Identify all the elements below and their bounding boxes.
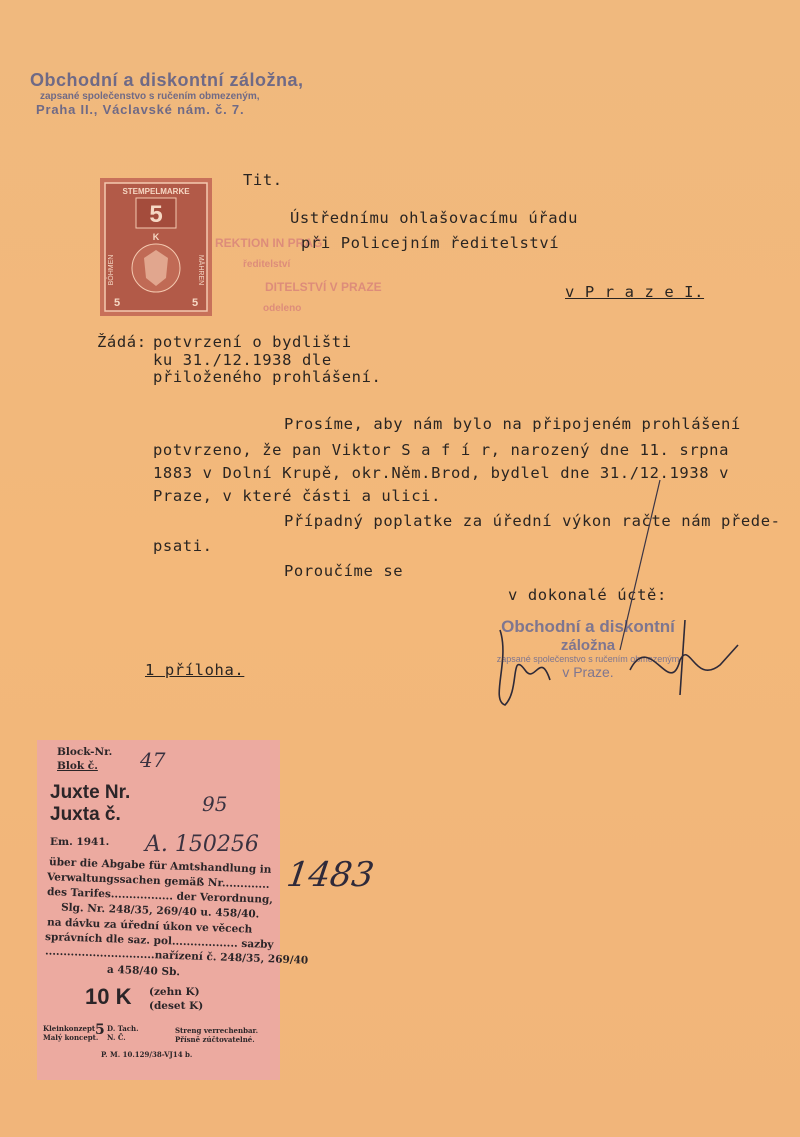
fee-slip-text-de-2: Verwaltungssachen gemäß Nr............. xyxy=(46,871,270,891)
salutation: Tit. xyxy=(243,171,283,189)
fee-slip-amount-cz: (deset K) xyxy=(149,1000,204,1012)
subject-line-1: potvrzení o bydlišti xyxy=(153,333,352,351)
body-line-2: potvrzeno, že pan Viktor S a f í r, narozený dne 11. srpna xyxy=(153,441,730,459)
revenue-stamp-top: STEMPELMARKE xyxy=(122,187,190,196)
sender-stamp-legal-form: zapsané společenstvo s ručením obmezeným, xyxy=(40,91,260,102)
subject-line-3: přiloženého prohlášení. xyxy=(153,368,382,386)
fee-slip-amount: 10 K xyxy=(85,984,132,1009)
body-line-4: Praze, v které části a ulici. xyxy=(153,487,442,505)
fee-slip xyxy=(37,740,309,1080)
sender-stamp xyxy=(30,70,304,117)
revenue-stamp-corner-left: 5 xyxy=(114,297,121,309)
subject-label: Žádá: xyxy=(97,333,147,351)
fee-slip-text-cz-4: a 458/40 Sb. xyxy=(106,963,181,979)
revenue-stamp-corner-right: 5 xyxy=(192,297,199,309)
fee-slip-amount-de: (zehn K) xyxy=(149,986,200,998)
closing-line-2: v dokonalé úctě: xyxy=(508,586,667,604)
body-line-3: 1883 v Dolní Krupě, okr.Něm.Brod, bydlel dne 31./12.1938 v xyxy=(153,464,730,482)
body-line-1: Prosíme, aby nám bylo na připojeném prohlášení xyxy=(284,415,741,433)
signature-scribbles xyxy=(480,470,740,720)
fee-slip-text-de-4: Slg. Nr. 248/35, 269/40 u. 458/40. xyxy=(60,901,260,921)
fee-slip-em-handwritten: A. 150256 xyxy=(145,832,259,857)
fee-slip-foot-right-1: Streng verrechenbar. xyxy=(175,1026,259,1035)
fee-slip-text-de-3: des Tarifes................. der Verordnung, xyxy=(46,886,274,906)
faint-stamp-line: ředitelství xyxy=(243,259,291,270)
body-line-6: psati. xyxy=(153,537,213,555)
fee-slip-juxte-nr: Juxte Nr. xyxy=(50,782,131,803)
fee-slip-text-cz-2: správních dle saz. pol.................. sazby xyxy=(44,931,274,951)
fee-slip-foot-left-2: Malý koncept. xyxy=(43,1033,99,1042)
closing-line-1: Poroučíme se xyxy=(284,562,404,580)
recipient-line-2: při Policejním ředitelství xyxy=(301,234,560,252)
handwritten-number: 1483 xyxy=(284,855,377,895)
subject-line-2: ku 31./12.1938 dle xyxy=(153,351,332,369)
revenue-stamp-side-left: BÖHMEN xyxy=(108,254,115,286)
fee-slip-foot-mid-2: N. Č. xyxy=(107,1033,126,1042)
recipient-line-1: Ústřednímu ohlašovacímu úřadu xyxy=(290,209,579,227)
revenue-stamp-unit: K xyxy=(152,232,160,242)
signature-stamp-line-2: záložna xyxy=(560,637,616,654)
fee-slip-text-de-1: über die Abgabe für Amtshandlung in xyxy=(48,856,272,876)
fee-slip-juxta-c: Juxta č. xyxy=(50,804,121,825)
revenue-stamp-value: 5 xyxy=(149,201,163,228)
fee-slip-foot-left-1: Kleinkonzept xyxy=(43,1024,96,1033)
fee-slip-foot-right-2: Přísně zúčtovatelné. xyxy=(175,1035,255,1044)
sender-stamp-name: Obchodní a diskontní záložna, xyxy=(30,70,304,90)
fee-slip-block-nr: Block-Nr. xyxy=(57,746,113,758)
fee-slip-foot-code: P. M. 10.129/38-VJ14 b. xyxy=(101,1050,193,1059)
fee-slip-juxte-value: 95 xyxy=(202,792,228,816)
revenue-stamp-side-right: MÄHREN xyxy=(197,254,204,286)
fee-slip-text-cz-3: ..............................nařízení č. 248/35, 269/40 xyxy=(44,945,309,967)
attachment-note: 1 příloha. xyxy=(145,661,245,679)
sender-stamp-address: Praha II., Václavské nám. č. 7. xyxy=(36,102,245,117)
recipient-city: v P r a z e I. xyxy=(565,283,705,301)
fee-slip-foot-num: 5 xyxy=(95,1022,105,1038)
signature-stamp-line-4: v Praze. xyxy=(562,664,614,680)
signature-stamp-line-3: zapsané společenstvo s ručením obmezeným xyxy=(496,654,680,664)
fee-slip-text-cz-1: na dávku za úřední úkon ve věcech xyxy=(46,916,253,936)
revenue-stamp xyxy=(100,178,212,316)
faint-stamp-line: DITELSTVÍ V PRAZE xyxy=(265,280,382,294)
signature-stamp-line-1: Obchodní a diskontní xyxy=(501,617,675,636)
faint-stamp-line: REKTION IN PRAG xyxy=(215,236,323,250)
fee-slip-block-c: Blok č. xyxy=(57,760,98,772)
body-line-5: Případný poplatke za úřední výkon račte nám přede- xyxy=(284,512,781,530)
fee-slip-em: Em. 1941. xyxy=(50,836,110,848)
fee-slip-foot-mid-1: D. Tach. xyxy=(107,1024,139,1033)
faint-stamp-line: odeleno xyxy=(263,303,302,314)
fee-slip-block-value: 47 xyxy=(140,748,166,772)
